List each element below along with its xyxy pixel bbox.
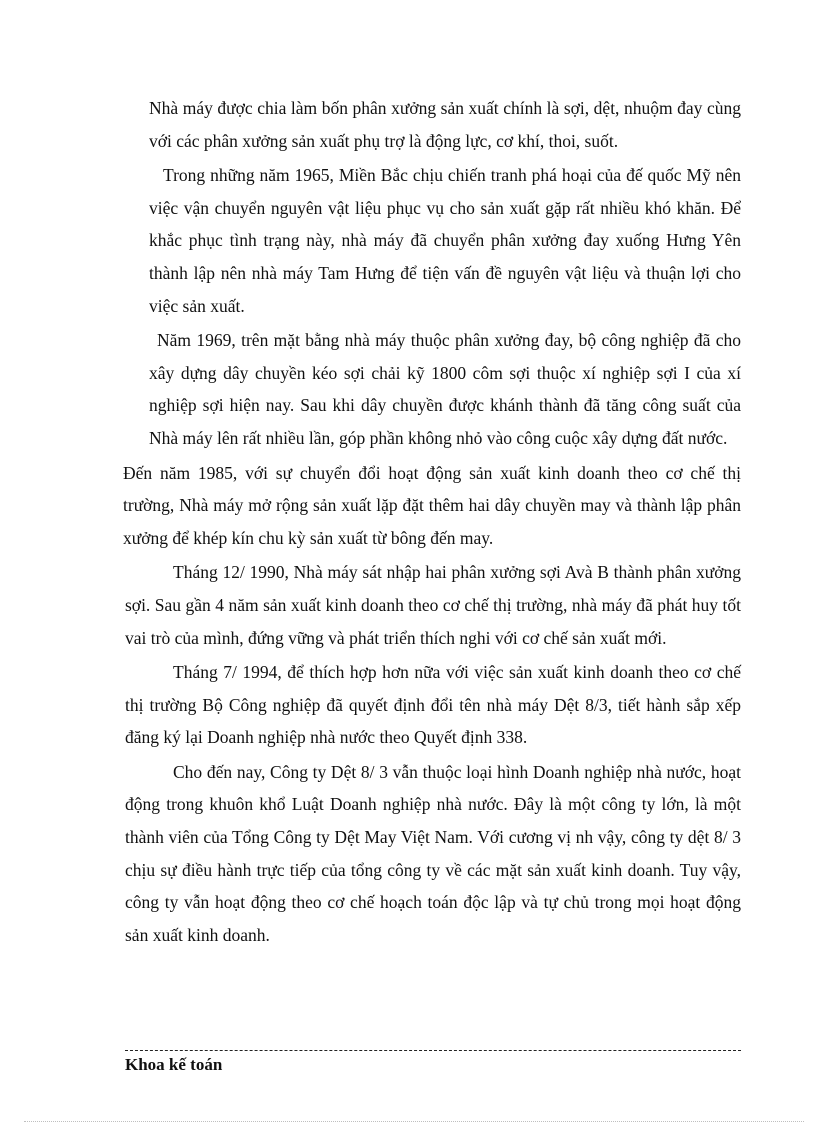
footer-divider bbox=[125, 1050, 741, 1051]
paragraph-3: Năm 1969, trên mặt bằng nhà máy thuộc phân xưởng đay, bộ công nghiệp đã cho xây dựng dây chuyền kéo sợi chải kỹ 1800 côm sợi thuộc xí nghiệp sợi I của xí nghiệp sợi hiện nay. Sau khi dây chuyền được khánh thành đã tăng công suất của Nhà máy lên rất nhiều lần, góp phần không nhỏ vào công cuộc xây dựng đất nước. bbox=[149, 330, 741, 448]
page-bottom-edge bbox=[24, 1121, 804, 1122]
paragraph-5: Tháng 12/ 1990, Nhà máy sát nhập hai phân xưởng sợi Avà B thành phân xưởng sợi. Sau gần 4 năm sản xuất kinh doanh theo cơ chế thị trường, nhà máy đã phát huy tốt vai trò của mình, đứng vững và phát triển thích nghi với cơ chế sản xuất mới. bbox=[125, 562, 741, 648]
paragraph-7: Cho đến nay, Công ty Dệt 8/ 3 vẫn thuộc loại hình Doanh nghiệp nhà nước, hoạt động trong khuôn khổ Luật Doanh nghiệp nhà nước. Đây là một công ty lớn, là một thành viên của Tổng Công ty Dệt May Việt Nam. Với cương vị nh vậy, công ty dệt 8/ 3 chịu sự điều hành trực tiếp của tổng công ty về các mặt sản xuất kinh doanh. Tuy vậy, công ty vẫn hoạt động theo cơ chế hoạch toán độc lập và tự chủ trong mọi hoạt động sản xuất kinh doanh. bbox=[125, 761, 741, 945]
paragraph-6: Tháng 7/ 1994, để thích hợp hơn nữa với việc sản xuất kinh doanh theo cơ chế thị trường Bộ Công nghiệp đã quyết định đổi tên nhà máy Dệt 8/3, tiết hành sắp xếp đăng ký lại Doanh nghiệp nhà nước theo Quyết định 338. bbox=[125, 662, 741, 748]
footer-department-label: Khoa kế toán bbox=[125, 1055, 223, 1074]
paragraph-1: Nhà máy được chia làm bốn phân xưởng sản xuất chính là sợi, dệt, nhuộm đay cùng với các phân xưởng sản xuất phụ trợ là động lực, cơ khí, thoi, suốt. bbox=[149, 98, 741, 151]
document-body bbox=[125, 92, 741, 951]
paragraph-2: Trong những năm 1965, Miền Bắc chịu chiến tranh phá hoại của đế quốc Mỹ nên việc vận chuyển nguyên vật liệu phục vụ cho sản xuất gặp rất nhiều khó khăn. Để khắc phục tình trạng này, nhà máy đã chuyển phân xưởng đay xuống Hưng Yên thành lập nên nhà máy Tam Hưng để tiện vấn đề nguyên vật liệu và thuận lợi cho việc sản xuất. bbox=[149, 165, 741, 316]
paragraph-4: Đến năm 1985, với sự chuyển đổi hoạt động sản xuất kinh doanh theo cơ chế thị trường, Nhà máy mở rộng sản xuất lặp đặt thêm hai dây chuyền may và thành lập phân xưởng để khép kín chu kỳ sản xuất từ bông đến may. bbox=[123, 462, 741, 548]
